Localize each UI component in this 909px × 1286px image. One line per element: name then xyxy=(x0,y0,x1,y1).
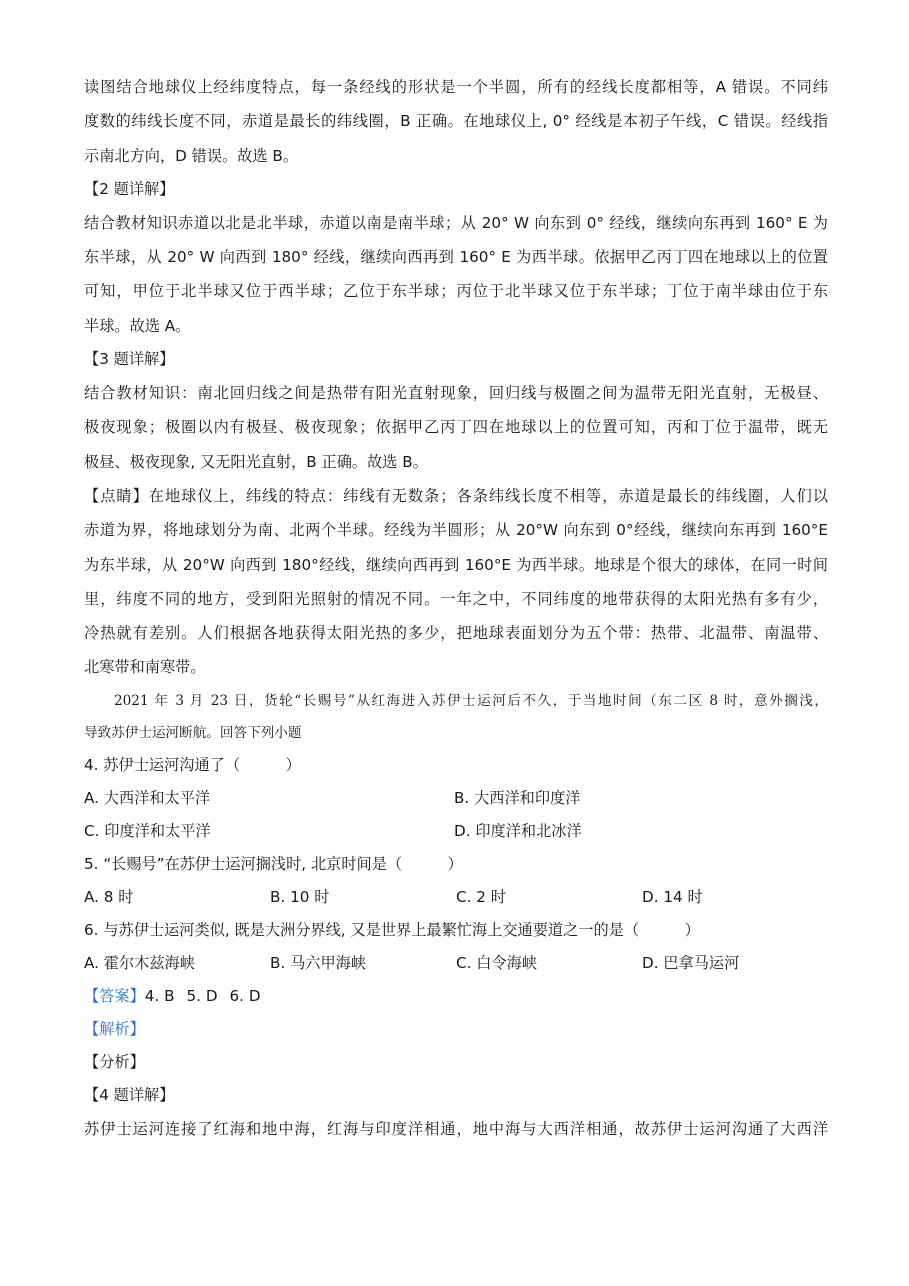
option-d: D. 印度洋和北冰洋 xyxy=(454,821,582,840)
option-a: A. 8 时 xyxy=(84,887,134,906)
section-heading: 【3 题详解】 xyxy=(84,350,175,369)
option-b: B. 10 时 xyxy=(270,887,330,906)
analysis-label: 【解析】 xyxy=(84,1019,145,1038)
passage-line: 2021 年 3 月 23 日，货轮“长赐号”从红海进入苏伊士运河后不久，于当地时间（东二区 8 时，意外搁浅， xyxy=(114,692,828,709)
text-line: 度数的纬线长度不同，赤道是最长的纬线圈，B 正确。在地球仪上, 0° 经线是本初子午线，C 错误。经线指 xyxy=(84,112,828,131)
text-line: 东半球，从 20° W 向西到 180° 经线，继续向西再到 160° E 为西半球。依据甲乙丙丁四在地球以上的位置 xyxy=(84,248,828,267)
question-6 xyxy=(84,914,828,980)
section-heading: 【4 题详解】 xyxy=(84,1085,175,1104)
answer-value: 5. D xyxy=(186,986,218,1005)
answer-label: 【答案】 xyxy=(84,986,145,1005)
option-row xyxy=(84,881,828,914)
passage xyxy=(84,685,828,749)
text-line: 结合教材知识赤道以北是北半球，赤道以南是南半球；从 20° W 向东到 0° 经线，继续向东再到 160° E 为 xyxy=(84,213,828,232)
document-content xyxy=(84,70,828,1146)
text-line: 读图结合地球仪上经纬度特点，每一条经线的形状是一个半圆，所有的经线长度都相等，A 错误。不同纬 xyxy=(84,78,828,96)
text-line: 极夜现象；极圈以内有极昼、极夜现象；依据甲乙丙丁四在地球以上的位置可知，丙和丁位于温带，既无 xyxy=(84,418,828,437)
text-line: 示南北方向，D 错误。故选 B。 xyxy=(84,146,299,165)
option-row xyxy=(84,815,828,848)
answer-value: 6. D xyxy=(229,986,261,1005)
question-5 xyxy=(84,848,828,914)
text-line: 半球。故选 A。 xyxy=(84,316,191,335)
q1-detail xyxy=(84,70,828,173)
summary-note xyxy=(84,479,828,685)
text-line: 为东半球，从 20°W 向西到 180°经线，继续向西再到 160°E 为西半球。地球是个很大的球体，在同一时间 xyxy=(84,555,828,574)
option-c: C. 白令海峡 xyxy=(456,953,538,972)
q2-detail xyxy=(84,173,828,343)
text-line: 结合教材知识：南北回归线之间是热带有阳光直射现象，回归线与极圈之间为温带无阳光直射，无极昼、 xyxy=(84,384,828,403)
text-line: 苏伊士运河连接了红海和地中海，红海与印度洋相通，地中海与大西洋相通，故苏伊士运河沟通了大西洋 xyxy=(84,1119,828,1138)
option-b: B. 大西洋和印度洋 xyxy=(454,788,581,807)
text-line: 里，纬度不同的地方，受到阳光照射的情况不同。一年之中，不同纬度的地带获得的太阳光热有多有少， xyxy=(84,589,828,608)
text-line: 冷热就有差别。人们根据各地获得太阳光热的多少，把地球表面划分为五个带：热带、北温带、南温带、 xyxy=(84,624,828,643)
option-c: C. 2 时 xyxy=(456,887,506,906)
option-row xyxy=(84,947,828,980)
text-line: 【点睛】在地球仪上，纬线的特点：纬线有无数条；各条纬线长度不相等，赤道是最长的纬线圈，人们以 xyxy=(84,486,828,505)
question-stem: 5. “长赐号”在苏伊士运河搁浅时, 北京时间是（ ） xyxy=(84,854,463,873)
question-stem: 4. 苏伊士运河沟通了（ ） xyxy=(84,755,301,774)
text-line: 赤道为界，将地球划分为南、北两个半球。经线为半圆形；从 20°W 向东到 0°经线，继续向东再到 160°E xyxy=(84,521,828,540)
option-d: D. 巴拿马运河 xyxy=(642,953,740,972)
q3-detail xyxy=(84,343,828,479)
option-c: C. 印度洋和太平洋 xyxy=(84,821,211,840)
passage-line: 导致苏伊士运河断航。回答下列小题 xyxy=(84,724,302,741)
option-a: A. 大西洋和太平洋 xyxy=(84,788,211,807)
text-line: 可知，甲位于北半球又位于西半球；乙位于东半球；丙位于北半球又位于东半球；丁位于南半球由位于东 xyxy=(84,282,828,301)
question-stem: 6. 与苏伊士运河类似, 既是大洲分界线, 又是世界上最繁忙海上交通要道之一的是（ ） xyxy=(84,920,700,939)
text-line: 北寒带和南寒带。 xyxy=(84,658,206,677)
option-b: B. 马六甲海峡 xyxy=(270,953,367,972)
option-row xyxy=(84,782,828,815)
answer-row xyxy=(84,980,828,1013)
text-line: 极昼、极夜现象, 又无阳光直射，B 正确。故选 B。 xyxy=(84,452,428,471)
option-a: A. 霍尔木兹海峡 xyxy=(84,953,195,972)
option-d: D. 14 时 xyxy=(642,887,703,906)
question-4 xyxy=(84,749,828,848)
answer-value: 4. B xyxy=(144,986,175,1005)
section-heading: 【2 题详解】 xyxy=(84,179,175,198)
section-heading: 【分析】 xyxy=(84,1052,145,1071)
